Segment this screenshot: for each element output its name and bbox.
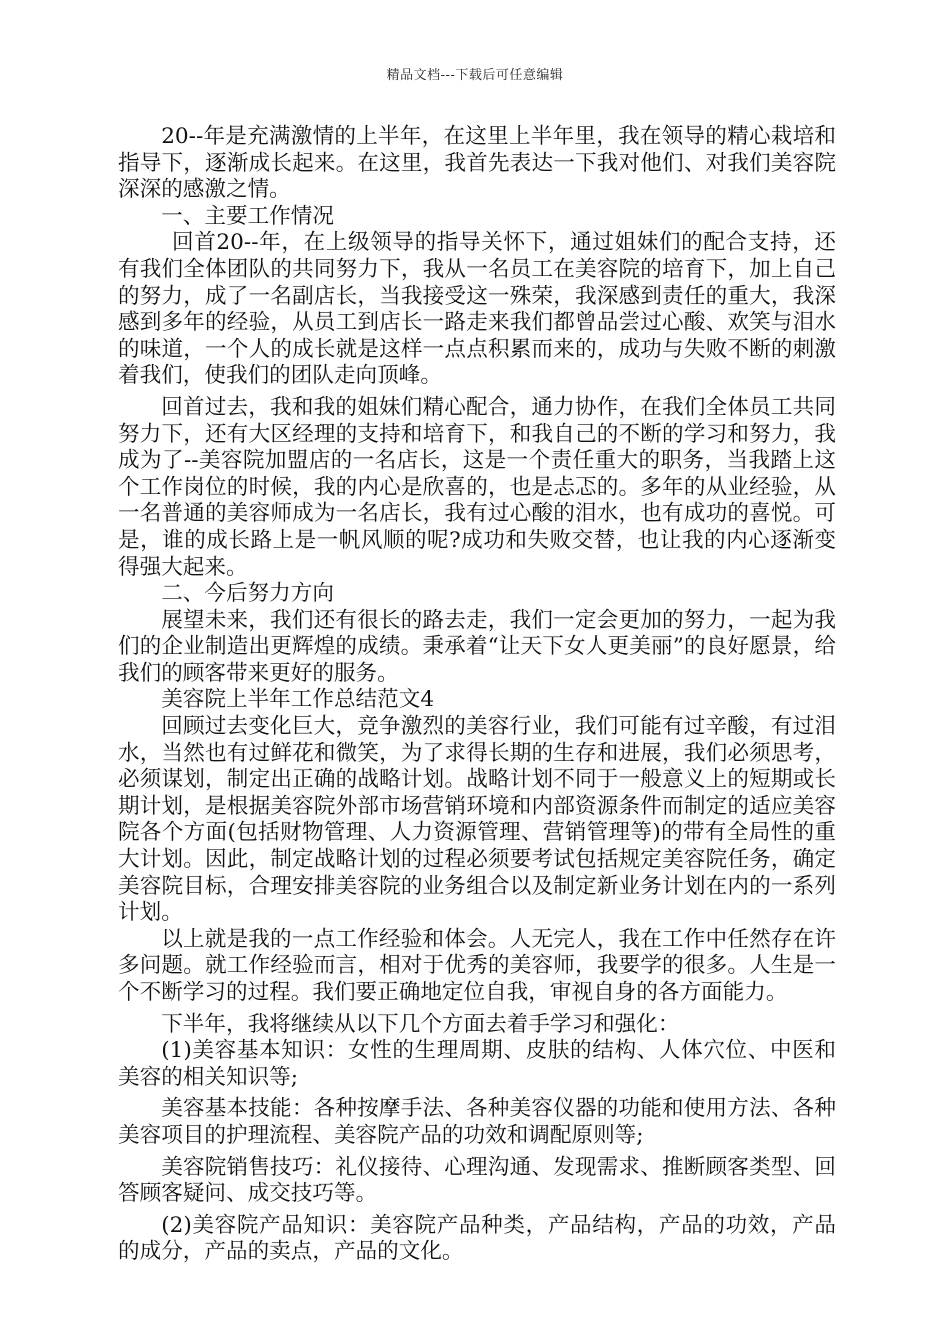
intro-paragraph: 20--年是充满激情的上半年，在这里上半年里，我在领导的精心栽培和指导下，逐渐成长起来。在这里，我首先表达一下我对他们、对我们美容院深深的感激之情。 [118,124,836,203]
paragraph-strategy: 回顾过去变化巨大，竞争激烈的美容行业，我们可能有过辛酸，有过泪水，当然也有过鲜花和微笑，为了求得长期的生存和进展，我们必须思考，必须谋划，制定出正确的战略计划。战略计划不同于一般意义上的短期或长期计划，是根据美容院外部市场营销环境和内部资源条件而制定的适应美容院各个方面(包括财物管理、人力资源管理、营销管理等)的带有全局性的重大计划。因此，制定战略计划的过程必须要考试包括规定美容院任务，确定美容院目标，合理安排美容院的业务组合以及制定新业务计划在内的一系列计划。 [118,714,836,926]
paragraph-experience: 以上就是我的一点工作经验和体会。人无完人，我在工作中任然存在许多问题。就工作经验而言，相对于优秀的美容师，我要学的很多。人生是一个不断学习的过程。我们要正确地定位自我，审视自身的各方面能力。 [118,926,836,1005]
paragraph-second-half-plan: 下半年，我将继续从以下几个方面去着手学习和强化： [161,1011,680,1037]
section-heading-main-work: 一、主要工作情况 [161,203,334,229]
section-heading-future-direction: 二、今后努力方向 [161,581,334,607]
list-item-basic-skills: 美容基本技能：各种按摩手法、各种美容仪器的功能和使用方法、各种美容项目的护理流程、美容院产品的功效和调配原则等; [118,1096,836,1148]
paragraph-outlook: 展望未来，我们还有很长的路去走，我们一定会更加的努力，一起为我们的企业制造出更辉煌的成绩。秉承着“让天下女人更美丽”的良好愿景，给我们的顾客带来更好的服务。 [118,607,836,686]
list-item-basic-knowledge: (1)美容基本知识：女性的生理周期、皮肤的结构、人体穴位、中医和美容的相关知识等; [118,1038,836,1090]
paragraph-review-year: 回首20--年，在上级领导的指导关怀下，通过姐妹们的配合支持，还有我们全体团队的共同努力下，我从一名员工在美容院的培育下，加上自己的努力，成了一名副店长，当我接受这一殊荣，我深感到责任的重大，我深感到多年的经验，从员工到店长一路走来我们都曾品尝过心酸、欢笑与泪水的味道，一个人的成长就是这样一点点积累而来的，成功与失败不断的刺激着我们，使我们的团队走向顶峰。 [118,230,836,389]
paragraph-review-past: 回首过去，我和我的姐妹们精心配合，通力协作，在我们全体员工共同努力下，还有大区经理的支持和培育下，和我自己的不断的学习和努力，我成为了--美容院加盟店的一名店长，这是一个责任重大的职务，当我踏上这个工作岗位的时候，我的内心是欣喜的，也是忐忑的。多年的从业经验，从一名普通的美容师成为一名店长，我有过心酸的泪水，也有成功的喜悦。可是，谁的成长路上是一帆风顺的呢?成功和失败交替，也让我的内心逐渐变得强大起来。 [118,394,836,580]
list-item-product-knowledge: (2)美容院产品知识：美容院产品种类，产品结构，产品的功效，产品的成分，产品的卖点，产品的文化。 [118,1212,836,1265]
list-item-sales-skills: 美容院销售技巧：礼仪接待、心理沟通、发现需求、推断顾客类型、回答顾客疑问、成交技巧等。 [118,1154,836,1207]
document-body [118,124,836,1266]
page-header-note: 精品文档---下载后可任意编辑 [386,68,564,83]
section-title-sample-4: 美容院上半年工作总结范文4 [161,687,435,713]
